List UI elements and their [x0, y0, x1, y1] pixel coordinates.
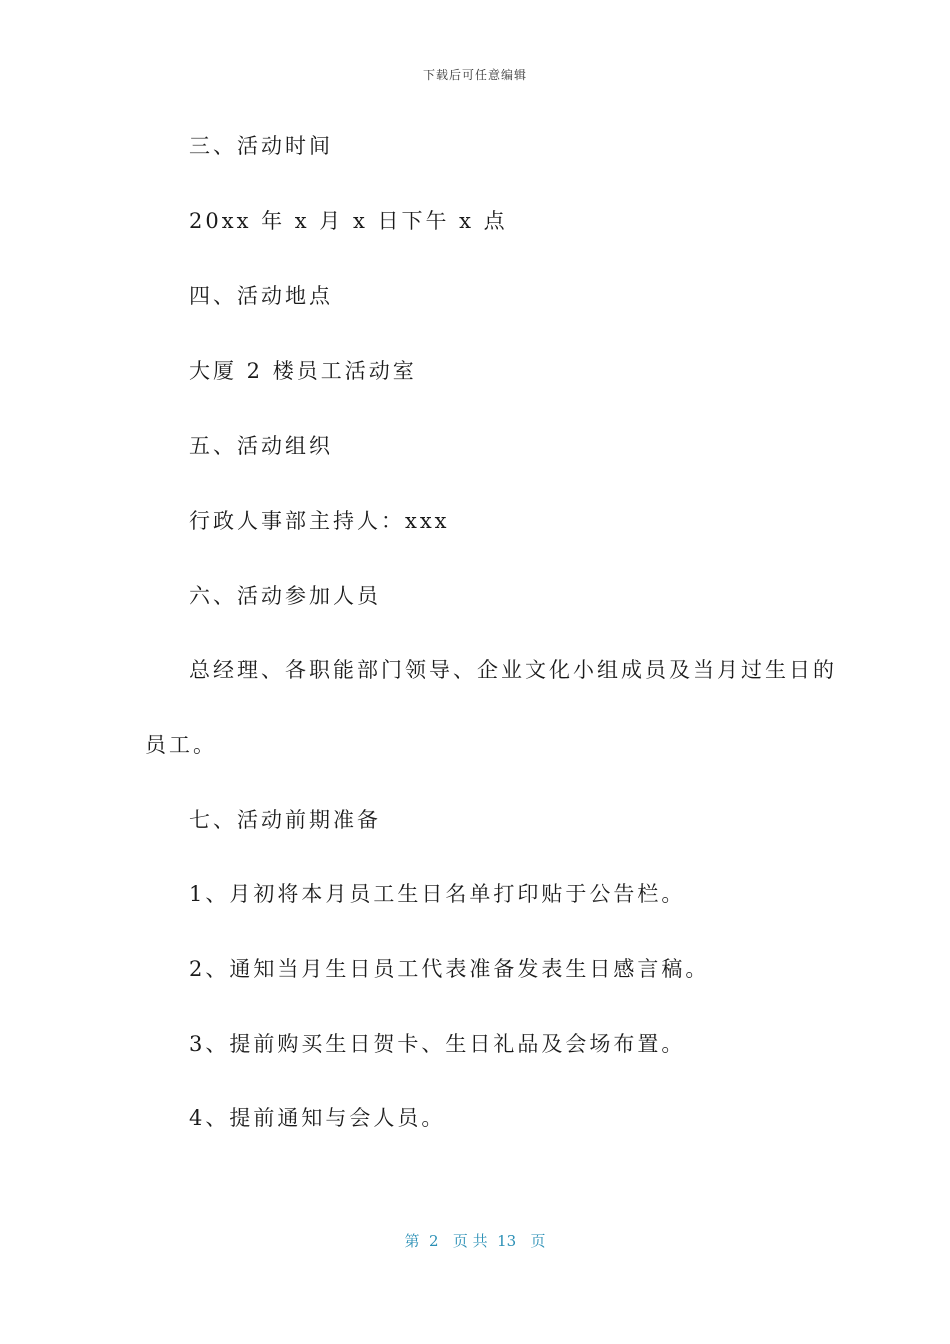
preparation-item-2: 2、通知当月生日员工代表准备发表生日感言稿。	[189, 957, 710, 981]
page-header-note: 下载后可任意编辑	[422, 68, 527, 82]
activity-time-value: 20xx 年 x 月 x 日下午 x 点	[189, 209, 508, 233]
activity-location-value: 大厦 2 楼员工活动室	[189, 359, 417, 383]
section-heading-organization: 五、活动组织	[189, 434, 333, 458]
section-heading-preparation: 七、活动前期准备	[189, 808, 381, 832]
section-heading-participants: 六、活动参加人员	[189, 584, 381, 608]
preparation-item-3: 3、提前购买生日贺卡、生日礼品及会场布置。	[189, 1032, 686, 1056]
section-heading-location: 四、活动地点	[189, 284, 333, 308]
organizer-value: 行政人事部主持人：xxx	[189, 509, 450, 533]
participants-paragraph-line-1: 总经理、各职能部门领导、企业文化小组成员及当月过生日的	[189, 658, 837, 682]
preparation-item-4: 4、提前通知与会人员。	[189, 1106, 446, 1130]
preparation-item-1: 1、月初将本月员工生日名单打印贴于公告栏。	[189, 882, 686, 906]
page-number-footer: 第 2 页 共 13 页	[404, 1232, 546, 1250]
participants-paragraph-line-2: 员工。	[145, 733, 217, 757]
section-heading-time: 三、活动时间	[189, 134, 333, 158]
